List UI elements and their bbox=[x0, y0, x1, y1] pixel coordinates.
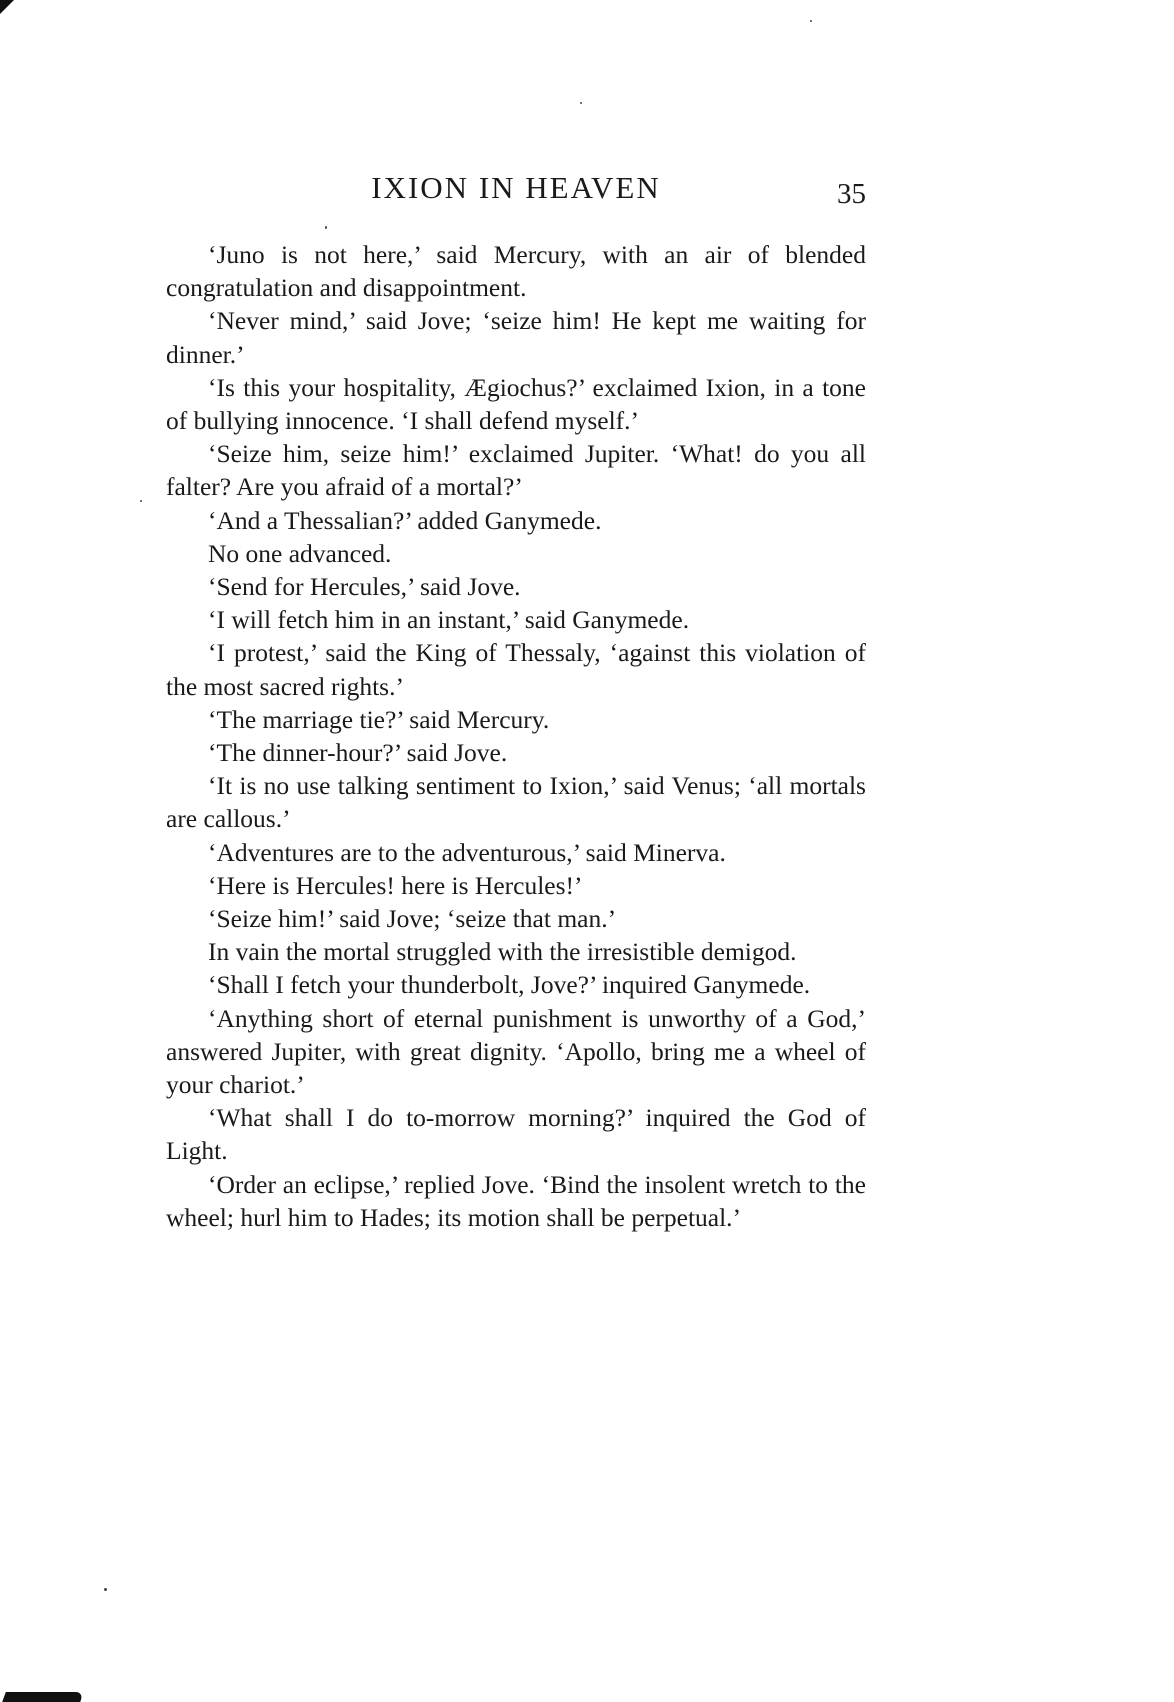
page-number: 35 bbox=[837, 178, 866, 210]
paragraph: ‘Anything short of eternal punishment is unworthy of a God,’ answered Jupiter, with great dignity. ‘Apollo, bring me a wheel of your chariot.’ bbox=[166, 1003, 866, 1100]
paragraph: ‘Order an eclipse,’ replied Jove. ‘Bind the insolent wretch to the wheel; hurl him to Hades; its motion shall be perpetual.’ bbox=[166, 1169, 866, 1232]
paragraph: ‘The marriage tie?’ said Mercury. bbox=[208, 704, 550, 734]
scan-corner-mark bbox=[0, 0, 14, 14]
scan-speck bbox=[325, 226, 327, 229]
paragraph: ‘Never mind,’ said Jove; ‘seize him! He kept me waiting for dinner.’ bbox=[166, 306, 866, 369]
paragraph: ‘And a Thessalian?’ added Ganymede. bbox=[208, 505, 602, 535]
paragraph: ‘Seize him, seize him!’ exclaimed Jupiter. ‘What! do you all falter? Are you afraid of a mortal?’ bbox=[166, 439, 866, 502]
paragraph: ‘I will fetch him in an instant,’ said Ganymede. bbox=[208, 605, 690, 635]
paragraph: No one advanced. bbox=[208, 538, 392, 568]
scan-speck bbox=[580, 102, 582, 104]
paragraph: ‘The dinner-hour?’ said Jove. bbox=[208, 738, 508, 768]
paragraph: ‘I protest,’ said the King of Thessaly, ‘against this violation of the most sacred rights.’ bbox=[166, 638, 866, 701]
scan-speck bbox=[810, 20, 812, 22]
paragraph: ‘Seize him!’ said Jove; ‘seize that man.’ bbox=[208, 904, 617, 934]
running-head bbox=[166, 168, 866, 208]
paragraph: ‘Is this your hospitality, Ægiochus?’ exclaimed Ixion, in a tone of bullying innocence. ‘I shall defend myself.’ bbox=[166, 372, 866, 436]
scan-speck bbox=[104, 1588, 107, 1591]
paragraph: ‘Juno is not here,’ said Mercury, with an air of blended congratulation and disappointment. bbox=[166, 240, 866, 303]
running-title: IXION IN HEAVEN bbox=[371, 170, 661, 205]
body-text bbox=[166, 238, 866, 1234]
paragraph: ‘Adventures are to the adventurous,’ said Minerva. bbox=[208, 837, 726, 867]
paragraph: ‘Here is Hercules! here is Hercules!’ bbox=[208, 870, 583, 900]
paragraph: ‘Shall I fetch your thunderbolt, Jove?’ inquired Ganymede. bbox=[208, 970, 811, 1000]
scan-speck bbox=[140, 500, 142, 502]
paragraph: ‘Send for Hercules,’ said Jove. bbox=[208, 572, 521, 602]
paragraph: ‘It is no use talking sentiment to Ixion,’ said Venus; ‘all mortals are callous.’ bbox=[166, 771, 866, 834]
paragraph: In vain the mortal struggled with the irresistible demigod. bbox=[208, 937, 797, 967]
paragraph: ‘What shall I do to-morrow morning?’ inquired the God of Light. bbox=[166, 1103, 866, 1166]
scan-edge-mark bbox=[2, 1692, 84, 1702]
